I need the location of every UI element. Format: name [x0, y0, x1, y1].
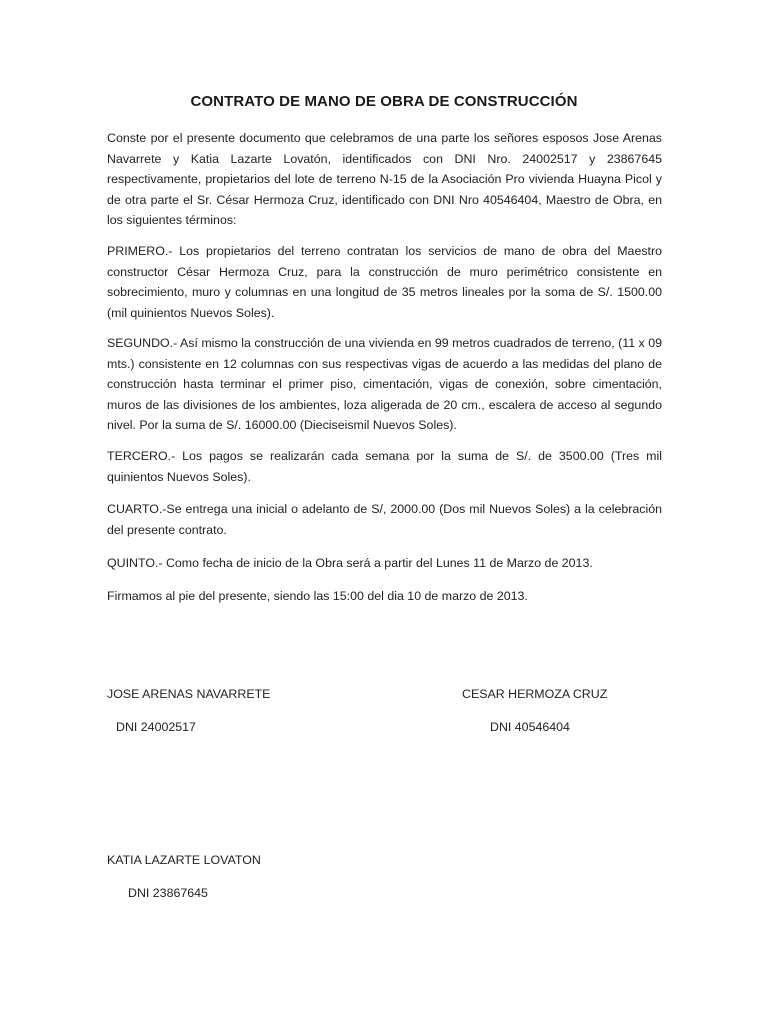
signature-name-jose: JOSE ARENAS NAVARRETE: [107, 687, 271, 701]
paragraph-intro: Conste por el presente documento que celebramos de una parte los señores esposos Jose Arenas Navarrete y Katia Lazarte Lovatón, identificados con DNI Nro. 24002517 y 23867645 respectivamente, propietarios del lote de terreno N-15 de la Asociación Pro vivienda Huayna Picol y de otra parte el Sr. César Hermoza Cruz, identificado con DNI Nro 40546404, Maestro de Obra, en los siguientes términos:: [107, 131, 662, 227]
signature-dni-jose: DNI 24002517: [116, 720, 196, 734]
paragraph-segundo: SEGUNDO.- Así mismo la construcción de una vivienda en 99 metros cuadrados de terreno, (11 x 09 mts.) consistente en 12 columnas con sus respectivas vigas de acuerdo a las medidas del plano de construcción hasta terminar el primer piso, cimentación, vigas de conexión, sobre cimentación, muros de las divisiones de los ambientes, loza aligerada de 20 cm., escalera de acceso al segundo nivel. Por la suma de S/. 16000.00 (Dieciseismil Nuevos Soles).: [107, 336, 662, 432]
paragraph-primero: PRIMERO.- Los propietarios del terreno contratan los servicios de mano de obra del Maestro constructor César Hermoza Cruz, para la construcción de muro perimétrico consistente en sobrecimiento, muro y columnas en una longitud de 35 metros lineales por la soma de S/. 1500.00 (mil quinientos Nuevos Soles).: [107, 244, 662, 320]
paragraph-firma: Firmamos al pie del presente, siendo las 15:00 del dia 10 de marzo de 2013.: [107, 589, 528, 603]
signature-dni-cesar: DNI 40546404: [490, 720, 570, 734]
paragraph-tercero: TERCERO.- Los pagos se realizarán cada semana por la suma de S/. de 3500.00 (Tres mil quinientos Nuevos Soles).: [107, 449, 662, 484]
paragraph-quinto: QUINTO.- Como fecha de inicio de la Obra será a partir del Lunes 11 de Marzo de 2013.: [107, 556, 593, 570]
paragraph-cuarto: CUARTO.-Se entrega una inicial o adelanto de S/, 2000.00 (Dos mil Nuevos Soles) a la celebración del presente contrato.: [107, 502, 662, 537]
signature-name-katia: KATIA LAZARTE LOVATON: [107, 853, 261, 867]
signature-dni-katia: DNI 23867645: [128, 886, 208, 900]
document-title: CONTRATO DE MANO DE OBRA DE CONSTRUCCIÓN: [190, 93, 578, 110]
signature-name-cesar: CESAR HERMOZA CRUZ: [462, 687, 608, 701]
